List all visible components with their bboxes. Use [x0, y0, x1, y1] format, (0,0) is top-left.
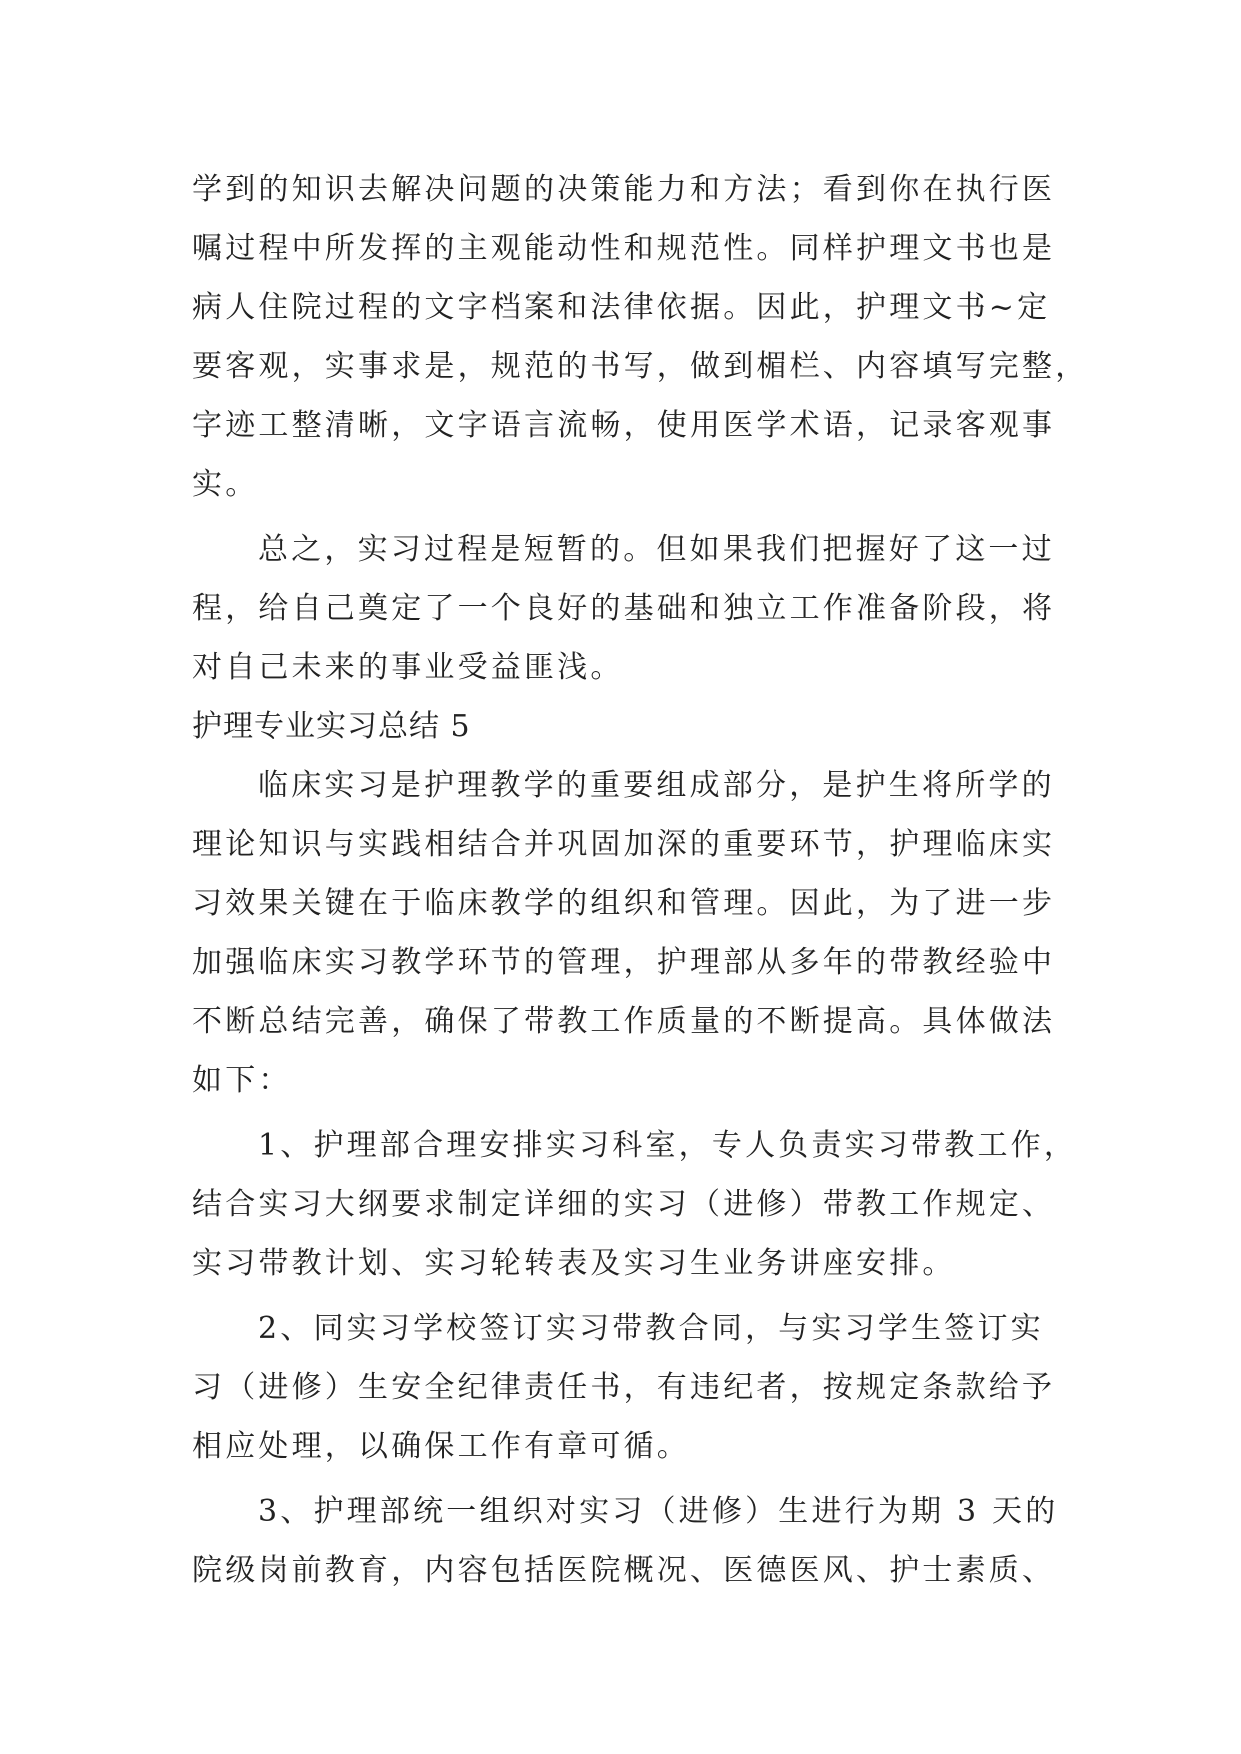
paragraph: [192, 1116, 1078, 1293]
text-line: 如下：: [192, 1063, 292, 1098]
text-line: 字迹工整清晰，文字语言流畅，使用医学术语，记录客观事: [192, 408, 1056, 443]
text-line: 相应处理，以确保工作有章可循。: [192, 1429, 690, 1464]
text-line: 3、护理部统一组织对实习（进修）生进行为期 3 天的: [258, 1494, 1059, 1529]
text-line: 习（进修）生安全纪律责任书，有违纪者，按规定条款给予: [192, 1370, 1056, 1405]
text-line: 1、护理部合理安排实习科室，专人负责实习带教工作，: [258, 1128, 1078, 1163]
text-line: 2、同实习学校签订实习带教合同，与实习学生签订实: [258, 1311, 1044, 1346]
paragraph: [192, 1299, 1072, 1476]
text-line: 院级岗前教育，内容包括医院概况、医德医风、护士素质、: [192, 1553, 1056, 1588]
paragraph: [192, 1482, 1072, 1600]
text-line: 病人住院过程的文字档案和法律依据。因此，护理文书~定: [192, 290, 1051, 325]
paragraph: [192, 756, 1072, 1110]
text-line: 要客观，实事求是，规范的书写，做到楣栏、内容填写完整，: [192, 349, 1089, 384]
section-heading: 护理专业实习总结 5: [192, 709, 471, 744]
document-body: [192, 160, 1089, 1600]
text-line: 结合实习大纲要求制定详细的实习（进修）带教工作规定、: [192, 1187, 1056, 1222]
paragraph: [192, 520, 1072, 697]
paragraph: [192, 160, 1089, 514]
text-line: 临床实习是护理教学的重要组成部分，是护生将所学的: [258, 768, 1055, 803]
text-line: 加强临床实习教学环节的管理，护理部从多年的带教经验中: [192, 945, 1056, 980]
text-line: 程，给自己奠定了一个良好的基础和独立工作准备阶段，将: [192, 591, 1056, 626]
text-line: 对自己未来的事业受益匪浅。: [192, 650, 624, 685]
text-line: 习效果关键在于临床教学的组织和管理。因此，为了进一步: [192, 886, 1056, 921]
text-line: 不断总结完善，确保了带教工作质量的不断提高。具体做法: [192, 1004, 1056, 1039]
text-line: 总之，实习过程是短暂的。但如果我们把握好了这一过: [258, 532, 1055, 567]
text-line: 实习带教计划、实习轮转表及实习生业务讲座安排。: [192, 1246, 956, 1281]
text-line: 实。: [192, 467, 259, 502]
text-line: 学到的知识去解决问题的决策能力和方法；看到你在执行医: [192, 172, 1056, 207]
text-line: 理论知识与实践相结合并巩固加深的重要环节，护理临床实: [192, 827, 1056, 862]
text-line: 嘱过程中所发挥的主观能动性和规范性。同样护理文书也是: [192, 231, 1056, 266]
